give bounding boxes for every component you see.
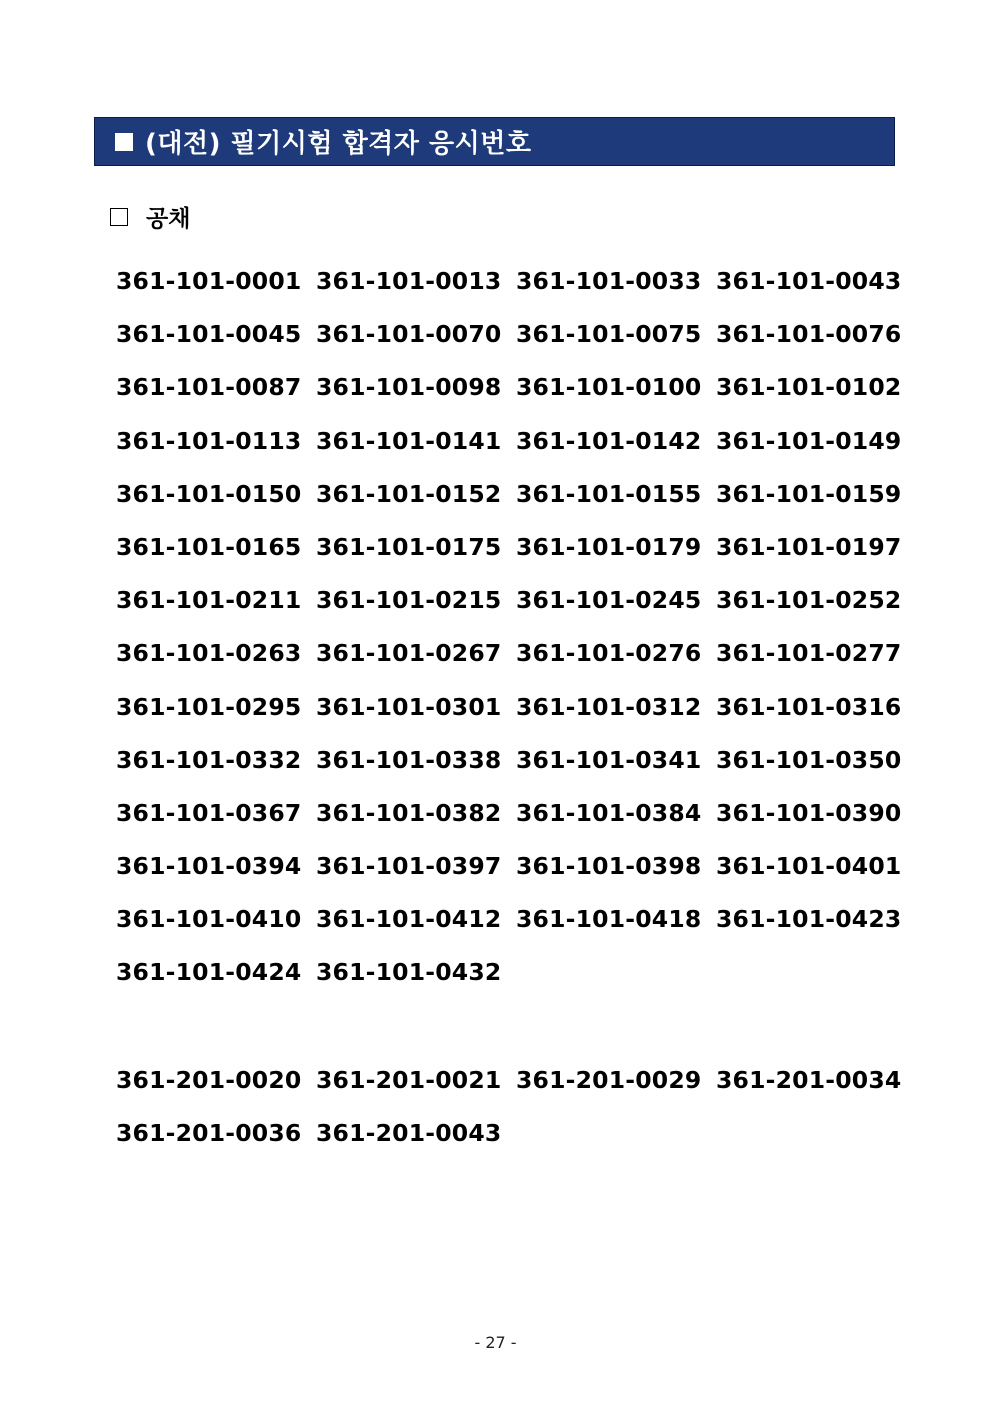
exam-number: 361-101-0277 bbox=[716, 639, 902, 668]
subsection-label: 공채 bbox=[146, 206, 191, 232]
exam-number: 361-201-0020 bbox=[116, 1066, 302, 1094]
exam-number: 361-101-0076 bbox=[716, 320, 902, 349]
exam-number: 361-101-0418 bbox=[516, 905, 702, 934]
exam-number: 361-101-0252 bbox=[716, 586, 902, 615]
exam-number: 361-101-0397 bbox=[316, 852, 502, 881]
exam-number: 361-101-0332 bbox=[116, 745, 302, 774]
exam-number: 361-101-0197 bbox=[716, 532, 902, 561]
exam-number: 361-101-0295 bbox=[116, 692, 302, 721]
exam-number: 361-101-0045 bbox=[116, 320, 302, 349]
exam-number: 361-101-0384 bbox=[516, 798, 702, 827]
exam-number: 361-101-0401 bbox=[716, 852, 902, 881]
exam-number: 361-101-0410 bbox=[116, 905, 302, 934]
exam-number: 361-101-0149 bbox=[716, 426, 902, 455]
exam-number: 361-101-0165 bbox=[116, 532, 302, 561]
exam-number: 361-101-0100 bbox=[516, 373, 702, 402]
exam-number: 361-101-0245 bbox=[516, 586, 702, 615]
section-title-bar bbox=[94, 117, 895, 166]
exam-number: 361-101-0013 bbox=[316, 267, 502, 295]
exam-number: 361-101-0142 bbox=[516, 426, 702, 455]
exam-number: 361-101-0350 bbox=[716, 745, 902, 774]
exam-number: 361-101-0215 bbox=[316, 586, 502, 615]
exam-number: 361-101-0141 bbox=[316, 426, 502, 455]
exam-number: 361-101-0316 bbox=[716, 692, 902, 721]
exam-number: 361-101-0382 bbox=[316, 798, 502, 827]
exam-number: 361-101-0179 bbox=[516, 532, 702, 561]
exam-number: 361-101-0152 bbox=[316, 479, 502, 508]
exam-number: 361-101-0159 bbox=[716, 479, 902, 508]
exam-number: 361-201-0036 bbox=[116, 1119, 302, 1148]
exam-number: 361-101-0098 bbox=[316, 373, 502, 402]
exam-number: 361-101-0367 bbox=[116, 798, 302, 827]
exam-number: 361-101-0276 bbox=[516, 639, 702, 668]
exam-number: 361-201-0029 bbox=[516, 1066, 702, 1094]
exam-number: 361-101-0113 bbox=[116, 426, 302, 455]
exam-number: 361-101-0087 bbox=[116, 373, 302, 402]
filled-square-icon bbox=[115, 133, 133, 151]
exam-number: 361-101-0341 bbox=[516, 745, 702, 774]
exam-number: 361-101-0150 bbox=[116, 479, 302, 508]
exam-number: 361-101-0424 bbox=[116, 958, 302, 987]
exam-number: 361-101-0398 bbox=[516, 852, 702, 881]
exam-number: 361-201-0043 bbox=[316, 1119, 502, 1148]
page-title: (대전) 필기시험 합격자 응시번호 bbox=[145, 129, 532, 159]
exam-number: 361-101-0301 bbox=[316, 692, 502, 721]
exam-number: 361-101-0312 bbox=[516, 692, 702, 721]
exam-number: 361-101-0432 bbox=[316, 958, 502, 987]
exam-number: 361-101-0075 bbox=[516, 320, 702, 349]
exam-number: 361-101-0423 bbox=[716, 905, 902, 934]
exam-number: 361-101-0175 bbox=[316, 532, 502, 561]
exam-number-list-101 bbox=[116, 262, 916, 1007]
exam-number: 361-101-0043 bbox=[716, 267, 902, 295]
exam-number-list-201 bbox=[116, 1061, 916, 1167]
exam-number: 361-101-0102 bbox=[716, 373, 902, 402]
exam-number: 361-101-0338 bbox=[316, 745, 502, 774]
subsection-heading bbox=[110, 200, 190, 233]
exam-number: 361-101-0390 bbox=[716, 798, 902, 827]
page-number: - 27 - bbox=[474, 1333, 517, 1352]
exam-number: 361-101-0001 bbox=[116, 267, 302, 295]
exam-number: 361-101-0211 bbox=[116, 586, 302, 615]
exam-number: 361-101-0263 bbox=[116, 639, 302, 668]
exam-number: 361-101-0033 bbox=[516, 267, 702, 295]
exam-number: 361-201-0021 bbox=[316, 1066, 502, 1094]
exam-number: 361-101-0412 bbox=[316, 905, 502, 934]
exam-number: 361-101-0070 bbox=[316, 320, 502, 349]
exam-number: 361-101-0267 bbox=[316, 639, 502, 668]
exam-number: 361-201-0034 bbox=[716, 1066, 902, 1094]
exam-number: 361-101-0394 bbox=[116, 852, 302, 881]
exam-number: 361-101-0155 bbox=[516, 479, 702, 508]
empty-square-icon bbox=[110, 208, 128, 226]
